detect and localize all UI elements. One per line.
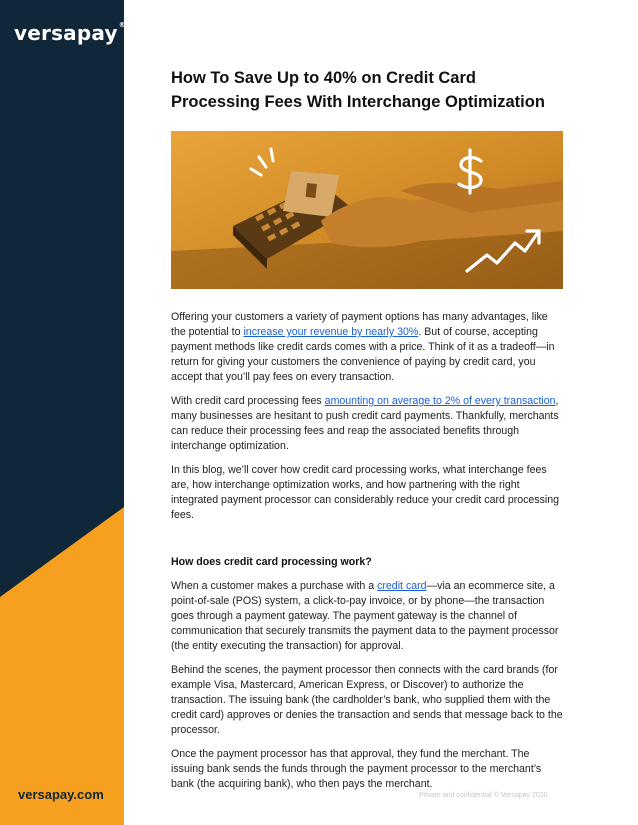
paragraph-text: —via an ecommerce site, a point-of-sale (POS) system, a click-to-pay invoice, or by phone—the transaction goes through a payment gateway. The payment gateway is the channel of communication that securely transmits the payment data to the payment processor (the entity executing the transaction) for approval.: [171, 580, 559, 652]
brand-logo[interactable]: [14, 21, 126, 45]
page-title: How To Save Up to 40% on Credit Card Processing Fees With Interchange Optimization: [171, 69, 545, 111]
credit-card-link[interactable]: credit card: [377, 580, 427, 592]
sidebar: [0, 0, 124, 825]
paragraph: In this blog, we’ll cover how credit card processing works, what interchange fees are, how interchange optimization works, and how partnering with the right integrated payment processor can considerably reduce your credit card processing fees.: [171, 464, 560, 521]
footer-website-link[interactable]: versapay.com: [18, 787, 104, 802]
fees-average-link[interactable]: amounting on average to 2% of every transaction: [324, 395, 556, 407]
revenue-link[interactable]: increase your revenue by nearly 30%: [243, 326, 419, 338]
paragraph: [171, 394, 563, 454]
section-heading: How does credit card processing work?: [171, 556, 372, 568]
paragraph-text: With credit card processing fees: [171, 395, 325, 407]
article: [171, 66, 563, 792]
brand-logo-text: versapay: [14, 21, 118, 45]
paragraph: Once the payment processor has that approval, they fund the merchant. The issuing bank sends the funds through the payment processor to the merchant’s bank (the acquiring bank), who then pays the merchant.: [171, 748, 542, 790]
hero-image: [171, 131, 563, 289]
paragraph-text: When a customer makes a purchase with a: [171, 580, 378, 592]
orange-accent-shape: [0, 0, 124, 825]
confidentiality-notice: Private and confidential © Versapay 2020: [419, 792, 548, 799]
paragraph: [171, 310, 563, 385]
credit-card: [283, 171, 339, 217]
trademark-mark: ®: [118, 21, 126, 29]
paragraph-text: . But of course, accepting payment methods like credit cards comes with a price. Think of it as a tradeoff—in return for giving your customers the convenience of paying by credit card, you accept that you’ll pay fees on every transaction.: [171, 326, 555, 383]
paragraph-text: Offering your customers a variety of payment options has many advantages, like the potential to: [171, 311, 548, 338]
paragraph: Behind the scenes, the payment processor then connects with the card brands (for example Visa, Mastercard, American Express, or Discover) to authorize the transaction. The issuing bank (the cardholder’s bank, who supplied them with the credit card) approves or denies the transaction and sends that message back to the processor.: [171, 664, 563, 736]
paragraph: [171, 579, 563, 654]
paragraph-text: , many businesses are hesitant to push credit card payments. Thankfully, merchants can reduce their processing fees and reap the associated benefits through interchange optimization.: [171, 395, 559, 452]
